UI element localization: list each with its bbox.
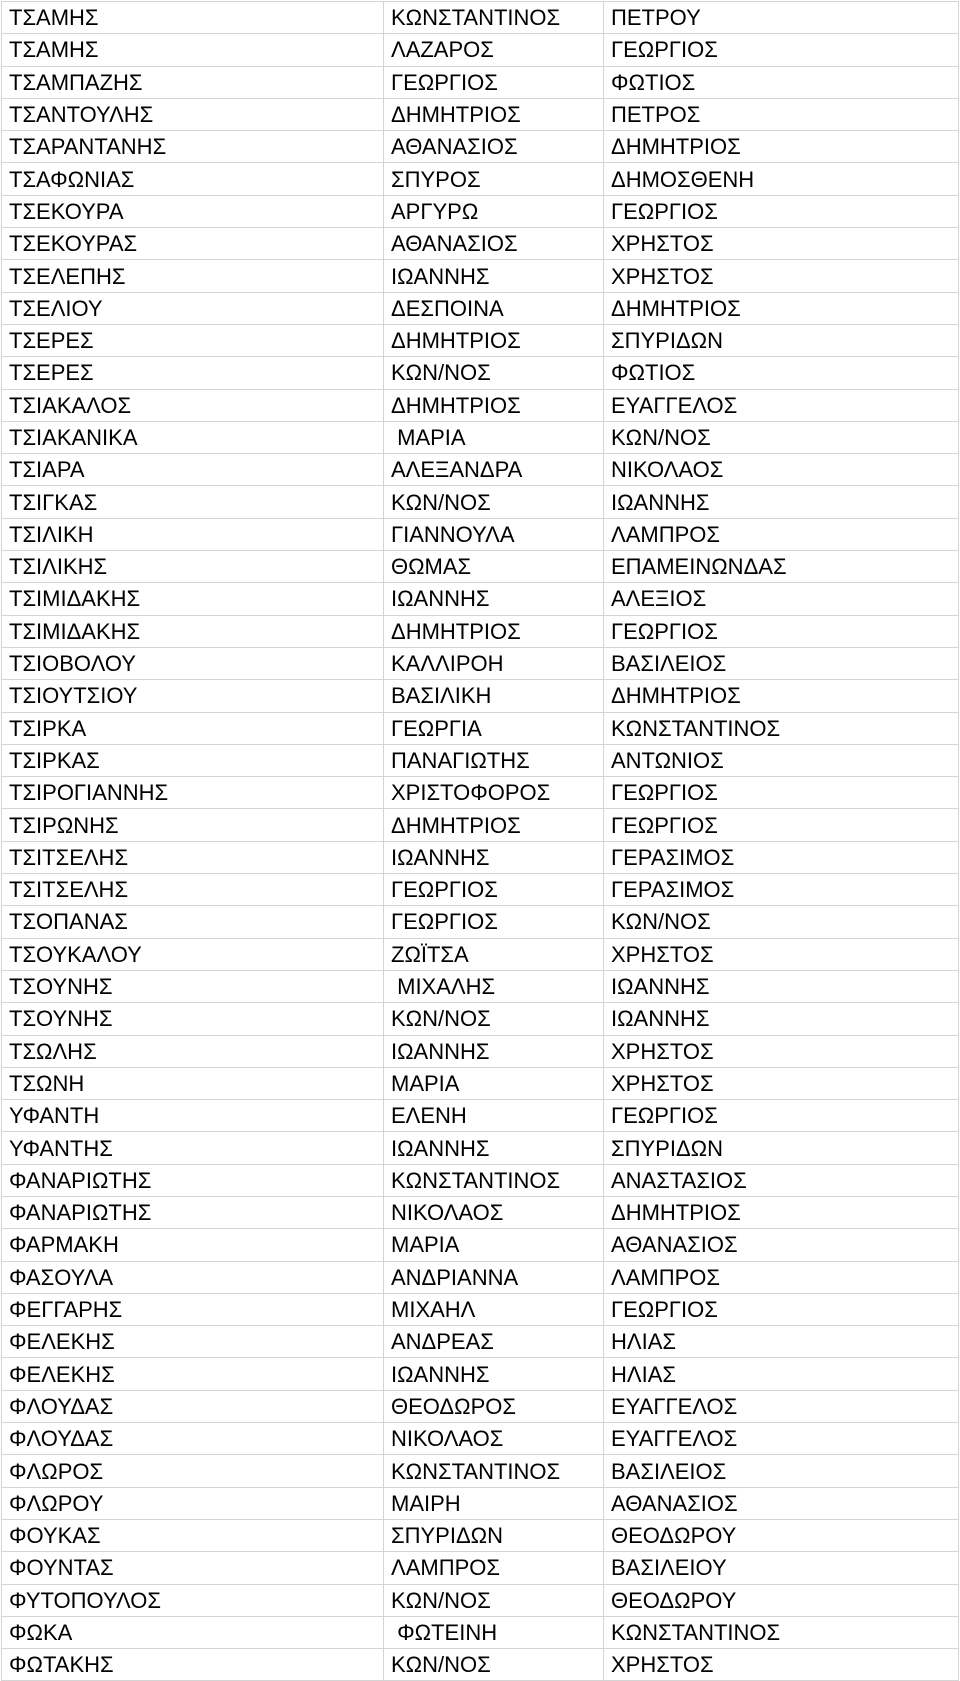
first-name-cell: ΜΑΡΙΑ	[384, 421, 604, 453]
father-name-cell: ΠΕΤΡΟΥ	[604, 2, 959, 34]
father-name-cell: ΗΛΙΑΣ	[604, 1358, 959, 1390]
first-name-cell: ΕΛΕΝΗ	[384, 1100, 604, 1132]
father-name-cell: ΧΡΗΣΤΟΣ	[604, 1649, 959, 1681]
surname-cell: ΦΛΟΥΔΑΣ	[2, 1423, 384, 1455]
first-name-cell: ΘΕΟΔΩΡΟΣ	[384, 1390, 604, 1422]
first-name-cell: ΚΩΝΣΤΑΝΤΙΝΟΣ	[384, 1455, 604, 1487]
father-name-cell: ΣΠΥΡΙΔΩΝ	[604, 324, 959, 356]
first-name-cell: ΜΑΡΙΑ	[384, 1067, 604, 1099]
father-name-cell: ΧΡΗΣΤΟΣ	[604, 1067, 959, 1099]
surname-cell: ΤΣΕΚΟΥΡΑ	[2, 195, 384, 227]
table-row	[2, 1003, 959, 1035]
first-name-cell: ΓΕΩΡΓΙΟΣ	[384, 906, 604, 938]
first-name-cell: ΓΕΩΡΓΙΑ	[384, 712, 604, 744]
first-name-cell: ΓΕΩΡΓΙΟΣ	[384, 66, 604, 98]
father-name-cell: ΦΩΤΙΟΣ	[604, 66, 959, 98]
table-row	[2, 583, 959, 615]
table-row	[2, 1616, 959, 1648]
first-name-cell: ΙΩΑΝΝΗΣ	[384, 841, 604, 873]
surname-cell: ΤΣΕΛΙΟΥ	[2, 292, 384, 324]
first-name-cell: ΚΩΝ/ΝΟΣ	[384, 1649, 604, 1681]
table-row	[2, 874, 959, 906]
father-name-cell: ΚΩΝ/ΝΟΣ	[604, 421, 959, 453]
father-name-cell: ΛΑΜΠΡΟΣ	[604, 518, 959, 550]
first-name-cell: ΛΑΖΑΡΟΣ	[384, 34, 604, 66]
first-name-cell: ΙΩΑΝΝΗΣ	[384, 583, 604, 615]
table-row	[2, 1455, 959, 1487]
first-name-cell: ΑΝΔΡΕΑΣ	[384, 1326, 604, 1358]
surname-cell: ΤΣΙΟΥΤΣΙΟΥ	[2, 680, 384, 712]
father-name-cell: ΝΙΚΟΛΑΟΣ	[604, 454, 959, 486]
first-name-cell: ΚΩΝ/ΝΟΣ	[384, 357, 604, 389]
first-name-cell: ΑΘΑΝΑΣΙΟΣ	[384, 228, 604, 260]
names-table	[1, 1, 959, 1681]
surname-cell: ΤΣΑΝΤΟΥΛΗΣ	[2, 98, 384, 130]
father-name-cell: ΑΘΑΝΑΣΙΟΣ	[604, 1487, 959, 1519]
table-row	[2, 324, 959, 356]
surname-cell: ΤΣΟΥΝΗΣ	[2, 970, 384, 1002]
first-name-cell: ΑΡΓΥΡΩ	[384, 195, 604, 227]
father-name-cell: ΒΑΣΙΛΕΙΟΣ	[604, 1455, 959, 1487]
first-name-cell: ΚΩΝΣΤΑΝΤΙΝΟΣ	[384, 2, 604, 34]
father-name-cell: ΛΑΜΠΡΟΣ	[604, 1261, 959, 1293]
table-row	[2, 421, 959, 453]
father-name-cell: ΧΡΗΣΤΟΣ	[604, 260, 959, 292]
father-name-cell: ΔΗΜΟΣΘΕΝΗ	[604, 163, 959, 195]
surname-cell: ΤΣΙΛΙΚΗΣ	[2, 551, 384, 583]
surname-cell: ΤΣΙΑΚΑΛΟΣ	[2, 389, 384, 421]
father-name-cell: ΧΡΗΣΤΟΣ	[604, 228, 959, 260]
surname-cell: ΤΣΑΜΠΑΖΗΣ	[2, 66, 384, 98]
surname-cell: ΤΣΟΥΝΗΣ	[2, 1003, 384, 1035]
father-name-cell: ΓΕΩΡΓΙΟΣ	[604, 1100, 959, 1132]
surname-cell: ΦΑΝΑΡΙΩΤΗΣ	[2, 1164, 384, 1196]
surname-cell: ΤΣΙΓΚΑΣ	[2, 486, 384, 518]
surname-cell: ΤΣΙΟΒΟΛΟΥ	[2, 647, 384, 679]
table-row	[2, 131, 959, 163]
father-name-cell: ΓΕΡΑΣΙΜΟΣ	[604, 841, 959, 873]
table-row	[2, 1487, 959, 1519]
surname-cell: ΦΟΥΚΑΣ	[2, 1519, 384, 1551]
first-name-cell: ΙΩΑΝΝΗΣ	[384, 1358, 604, 1390]
table-row	[2, 1293, 959, 1325]
first-name-cell: ΚΩΝΣΤΑΝΤΙΝΟΣ	[384, 1164, 604, 1196]
surname-cell: ΤΣΙΛΙΚΗ	[2, 518, 384, 550]
surname-cell: ΤΣΙΑΡΑ	[2, 454, 384, 486]
father-name-cell: ΕΥΑΓΓΕΛΟΣ	[604, 1423, 959, 1455]
surname-cell: ΦΕΛΕΚΗΣ	[2, 1358, 384, 1390]
table-row	[2, 906, 959, 938]
father-name-cell: ΕΠΑΜΕΙΝΩΝΔΑΣ	[604, 551, 959, 583]
father-name-cell: ΓΕΡΑΣΙΜΟΣ	[604, 874, 959, 906]
father-name-cell: ΔΗΜΗΤΡΙΟΣ	[604, 680, 959, 712]
first-name-cell: ΔΗΜΗΤΡΙΟΣ	[384, 389, 604, 421]
surname-cell: ΤΣΙΤΣΕΛΗΣ	[2, 841, 384, 873]
table-row	[2, 1552, 959, 1584]
table-row	[2, 1390, 959, 1422]
first-name-cell: ΙΩΑΝΝΗΣ	[384, 260, 604, 292]
surname-cell: ΤΣΙΡΚΑ	[2, 712, 384, 744]
surname-cell: ΤΣΙΑΚΑΝΙΚΑ	[2, 421, 384, 453]
first-name-cell: ΣΠΥΡΟΣ	[384, 163, 604, 195]
first-name-cell: ΑΛΕΞΑΝΔΡΑ	[384, 454, 604, 486]
first-name-cell: ΖΩΪΤΣΑ	[384, 938, 604, 970]
table-row	[2, 34, 959, 66]
surname-cell: ΦΕΓΓΑΡΗΣ	[2, 1293, 384, 1325]
father-name-cell: ΓΕΩΡΓΙΟΣ	[604, 777, 959, 809]
surname-cell: ΤΣΟΥΚΑΛΟΥ	[2, 938, 384, 970]
table-row	[2, 1358, 959, 1390]
table-row	[2, 744, 959, 776]
table-row	[2, 389, 959, 421]
father-name-cell: ΕΥΑΓΓΕΛΟΣ	[604, 389, 959, 421]
surname-cell: ΤΣΑΜΗΣ	[2, 2, 384, 34]
first-name-cell: ΙΩΑΝΝΗΣ	[384, 1035, 604, 1067]
table-row	[2, 195, 959, 227]
first-name-cell: ΚΩΝ/ΝΟΣ	[384, 1003, 604, 1035]
surname-cell: ΤΣΙΜΙΔΑΚΗΣ	[2, 583, 384, 615]
surname-cell: ΦΑΝΑΡΙΩΤΗΣ	[2, 1196, 384, 1228]
surname-cell: ΦΑΡΜΑΚΗ	[2, 1229, 384, 1261]
father-name-cell: ΑΝΑΣΤΑΣΙΟΣ	[604, 1164, 959, 1196]
surname-cell: ΤΣΑΜΗΣ	[2, 34, 384, 66]
surname-cell: ΥΦΑΝΤΗ	[2, 1100, 384, 1132]
surname-cell: ΤΣΩΝΗ	[2, 1067, 384, 1099]
father-name-cell: ΒΑΣΙΛΕΙΟΥ	[604, 1552, 959, 1584]
father-name-cell: ΦΩΤΙΟΣ	[604, 357, 959, 389]
first-name-cell: ΜΑΙΡΗ	[384, 1487, 604, 1519]
table-row	[2, 1519, 959, 1551]
table-row	[2, 357, 959, 389]
first-name-cell: ΜΙΧΑΛΗΣ	[384, 970, 604, 1002]
surname-cell: ΤΣΑΦΩΝΙΑΣ	[2, 163, 384, 195]
first-name-cell: ΒΑΣΙΛΙΚΗ	[384, 680, 604, 712]
surname-cell: ΦΛΟΥΔΑΣ	[2, 1390, 384, 1422]
first-name-cell: ΔΗΜΗΤΡΙΟΣ	[384, 324, 604, 356]
surname-cell: ΦΩΚΑ	[2, 1616, 384, 1648]
father-name-cell: ΓΕΩΡΓΙΟΣ	[604, 809, 959, 841]
table-row	[2, 1100, 959, 1132]
table-row	[2, 2, 959, 34]
surname-cell: ΦΥΤΟΠΟΥΛΟΣ	[2, 1584, 384, 1616]
first-name-cell: ΝΙΚΟΛΑΟΣ	[384, 1423, 604, 1455]
table-row	[2, 518, 959, 550]
surname-cell: ΦΩΤΑΚΗΣ	[2, 1649, 384, 1681]
first-name-cell: ΚΩΝ/ΝΟΣ	[384, 1584, 604, 1616]
father-name-cell: ΑΝΤΩΝΙΟΣ	[604, 744, 959, 776]
father-name-cell: ΑΘΑΝΑΣΙΟΣ	[604, 1229, 959, 1261]
table-row	[2, 1229, 959, 1261]
first-name-cell: ΔΗΜΗΤΡΙΟΣ	[384, 615, 604, 647]
father-name-cell: ΔΗΜΗΤΡΙΟΣ	[604, 292, 959, 324]
table-row	[2, 1584, 959, 1616]
table-row	[2, 777, 959, 809]
first-name-cell: ΔΗΜΗΤΡΙΟΣ	[384, 98, 604, 130]
table-row	[2, 1196, 959, 1228]
father-name-cell: ΕΥΑΓΓΕΛΟΣ	[604, 1390, 959, 1422]
father-name-cell: ΘΕΟΔΩΡΟΥ	[604, 1519, 959, 1551]
table-row	[2, 680, 959, 712]
table-row	[2, 454, 959, 486]
first-name-cell: ΚΑΛΛΙΡΟΗ	[384, 647, 604, 679]
father-name-cell: ΓΕΩΡΓΙΟΣ	[604, 1293, 959, 1325]
first-name-cell: ΔΗΜΗΤΡΙΟΣ	[384, 809, 604, 841]
table-row	[2, 712, 959, 744]
table-row	[2, 292, 959, 324]
table-row	[2, 260, 959, 292]
father-name-cell: ΧΡΗΣΤΟΣ	[604, 938, 959, 970]
surname-cell: ΦΑΣΟΥΛΑ	[2, 1261, 384, 1293]
father-name-cell: ΧΡΗΣΤΟΣ	[604, 1035, 959, 1067]
surname-cell: ΤΣΙΡΚΑΣ	[2, 744, 384, 776]
first-name-cell: ΙΩΑΝΝΗΣ	[384, 1132, 604, 1164]
surname-cell: ΤΣΕΡΕΣ	[2, 357, 384, 389]
first-name-cell: ΔΕΣΠΟΙΝΑ	[384, 292, 604, 324]
table-row	[2, 1326, 959, 1358]
first-name-cell: ΑΝΔΡΙΑΝΝΑ	[384, 1261, 604, 1293]
father-name-cell: ΠΕΤΡΟΣ	[604, 98, 959, 130]
table-row	[2, 841, 959, 873]
table-row	[2, 1035, 959, 1067]
father-name-cell: ΔΗΜΗΤΡΙΟΣ	[604, 131, 959, 163]
surname-cell: ΤΣΕΛΕΠΗΣ	[2, 260, 384, 292]
table-row	[2, 970, 959, 1002]
table-row	[2, 809, 959, 841]
father-name-cell: ΣΠΥΡΙΔΩΝ	[604, 1132, 959, 1164]
surname-cell: ΤΣΟΠΑΝΑΣ	[2, 906, 384, 938]
table-row	[2, 551, 959, 583]
father-name-cell: ΓΕΩΡΓΙΟΣ	[604, 615, 959, 647]
father-name-cell: ΑΛΕΞΙΟΣ	[604, 583, 959, 615]
first-name-cell: ΣΠΥΡΙΔΩΝ	[384, 1519, 604, 1551]
table-row	[2, 1132, 959, 1164]
first-name-cell: ΠΑΝΑΓΙΩΤΗΣ	[384, 744, 604, 776]
first-name-cell: ΛΑΜΠΡΟΣ	[384, 1552, 604, 1584]
father-name-cell: ΙΩΑΝΝΗΣ	[604, 970, 959, 1002]
father-name-cell: ΓΕΩΡΓΙΟΣ	[604, 195, 959, 227]
table-row	[2, 228, 959, 260]
father-name-cell: ΚΩΝ/ΝΟΣ	[604, 906, 959, 938]
table-row	[2, 98, 959, 130]
table-row	[2, 1423, 959, 1455]
first-name-cell: ΓΙΑΝΝΟΥΛΑ	[384, 518, 604, 550]
father-name-cell: ΘΕΟΔΩΡΟΥ	[604, 1584, 959, 1616]
father-name-cell: ΙΩΑΝΝΗΣ	[604, 1003, 959, 1035]
first-name-cell: ΧΡΙΣΤΟΦΟΡΟΣ	[384, 777, 604, 809]
first-name-cell: ΜΑΡΙΑ	[384, 1229, 604, 1261]
table-row	[2, 163, 959, 195]
father-name-cell: ΚΩΝΣΤΑΝΤΙΝΟΣ	[604, 1616, 959, 1648]
first-name-cell: ΘΩΜΑΣ	[384, 551, 604, 583]
father-name-cell: ΗΛΙΑΣ	[604, 1326, 959, 1358]
surname-cell: ΤΣΩΛΗΣ	[2, 1035, 384, 1067]
table-row	[2, 615, 959, 647]
first-name-cell: ΦΩΤΕΙΝΗ	[384, 1616, 604, 1648]
table-row	[2, 1261, 959, 1293]
surname-cell: ΤΣΕΡΕΣ	[2, 324, 384, 356]
table-row	[2, 647, 959, 679]
surname-cell: ΦΛΩΡΟΣ	[2, 1455, 384, 1487]
surname-cell: ΤΣΙΜΙΔΑΚΗΣ	[2, 615, 384, 647]
table-row	[2, 938, 959, 970]
father-name-cell: ΙΩΑΝΝΗΣ	[604, 486, 959, 518]
surname-cell: ΤΣΙΡΟΓΙΑΝΝΗΣ	[2, 777, 384, 809]
father-name-cell: ΓΕΩΡΓΙΟΣ	[604, 34, 959, 66]
table-row	[2, 1649, 959, 1681]
names-table-body	[2, 2, 959, 1681]
surname-cell: ΦΕΛΕΚΗΣ	[2, 1326, 384, 1358]
first-name-cell: ΝΙΚΟΛΑΟΣ	[384, 1196, 604, 1228]
father-name-cell: ΔΗΜΗΤΡΙΟΣ	[604, 1196, 959, 1228]
first-name-cell: ΚΩΝ/ΝΟΣ	[384, 486, 604, 518]
surname-cell: ΤΣΑΡΑΝΤΑΝΗΣ	[2, 131, 384, 163]
first-name-cell: ΜΙΧΑΗΛ	[384, 1293, 604, 1325]
surname-cell: ΦΛΩΡΟΥ	[2, 1487, 384, 1519]
first-name-cell: ΓΕΩΡΓΙΟΣ	[384, 874, 604, 906]
father-name-cell: ΒΑΣΙΛΕΙΟΣ	[604, 647, 959, 679]
table-row	[2, 1067, 959, 1099]
surname-cell: ΤΣΙΡΩΝΗΣ	[2, 809, 384, 841]
surname-cell: ΥΦΑΝΤΗΣ	[2, 1132, 384, 1164]
first-name-cell: ΑΘΑΝΑΣΙΟΣ	[384, 131, 604, 163]
table-row	[2, 486, 959, 518]
surname-cell: ΦΟΥΝΤΑΣ	[2, 1552, 384, 1584]
surname-cell: ΤΣΕΚΟΥΡΑΣ	[2, 228, 384, 260]
surname-cell: ΤΣΙΤΣΕΛΗΣ	[2, 874, 384, 906]
table-row	[2, 1164, 959, 1196]
father-name-cell: ΚΩΝΣΤΑΝΤΙΝΟΣ	[604, 712, 959, 744]
table-row	[2, 66, 959, 98]
